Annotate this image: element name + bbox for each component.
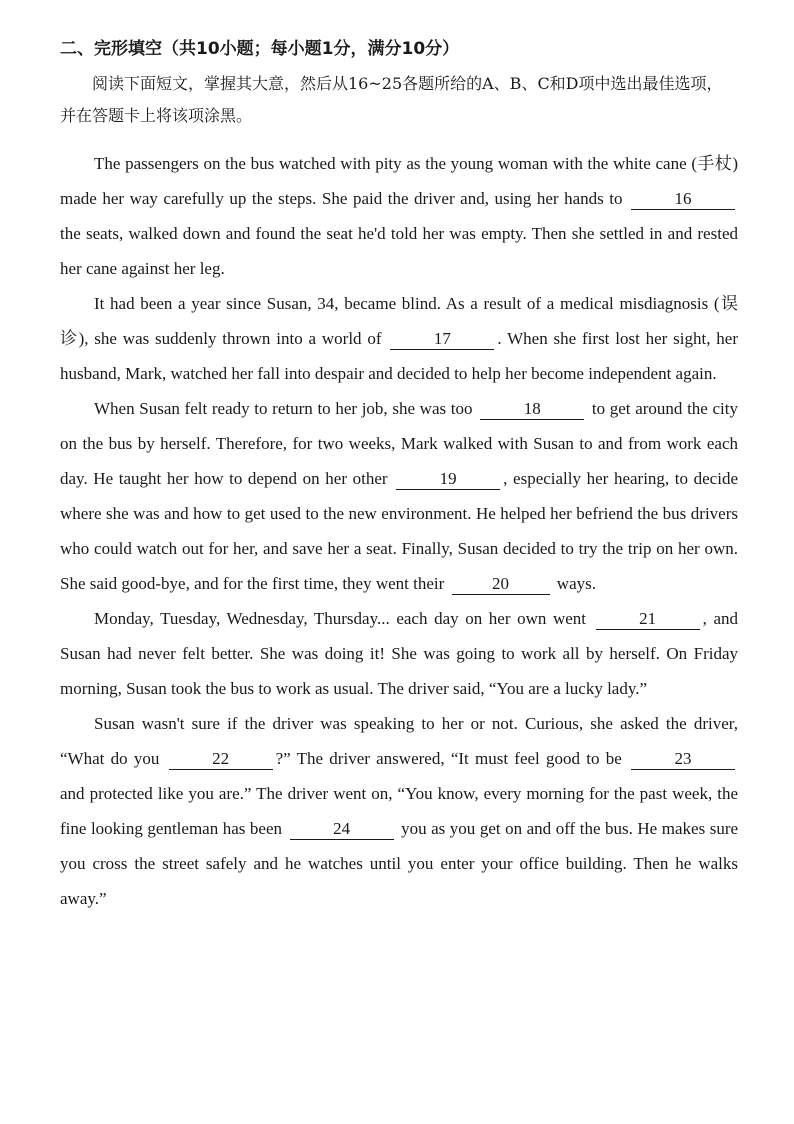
paragraph-text: ways. — [556, 574, 596, 593]
blank-21: 21 — [596, 609, 700, 630]
paragraph-text: the seats, walked down and found the seat he'd told her was empty. Then she settled in and rested her cane against her leg. — [60, 224, 738, 278]
passage-paragraph-1 — [60, 146, 738, 286]
passage-paragraph-2 — [60, 286, 738, 391]
blank-23: 23 — [631, 749, 735, 770]
blank-18: 18 — [480, 399, 584, 420]
passage-paragraph-3 — [60, 391, 738, 601]
paragraph-text: Monday, Tuesday, Wednesday, Thursday... each day on her own went — [94, 609, 587, 628]
section-title: 二、完形填空（共10小题；每小题1分，满分10分） — [60, 39, 460, 59]
paragraph-text: and protected like you are.” The driver went on, “You know, every morning for the past week, the fine looking gentleman has been — [60, 784, 738, 838]
blank-20: 20 — [452, 574, 550, 595]
paragraph-text: ?” The driver answered, “It must feel good to be — [275, 749, 622, 768]
cloze-passage — [60, 146, 738, 916]
paragraph-text: you as you get on and off the bus. He makes sure you cross the street safely and he watches until you enter your office building. Then he walks away.” — [60, 819, 739, 908]
blank-24: 24 — [290, 819, 394, 840]
paragraph-text: , especially her hearing, to decide where she was and how to get used to the new environment. He helped her befriend the bus drivers who could watch out for her, and save her a seat. Finally, Susan decided to try the trip on her own. She said good-bye, and for the first time, they went their — [60, 469, 738, 593]
paragraph-text: It had been a year since Susan, 34, became blind. As a result of a medical misdiagnosis (误诊), she was suddenly thrown into a world of — [60, 294, 738, 348]
blank-16: 16 — [631, 189, 735, 210]
paragraph-text: When Susan felt ready to return to her job, she was too — [94, 399, 473, 418]
blank-22: 22 — [169, 749, 273, 770]
paragraph-text: The passengers on the bus watched with pity as the young woman with the white cane (手杖) made her way carefully up the steps. She paid the driver and, using her hands to — [60, 154, 738, 208]
paragraph-text: . When she first lost her sight, her husband, Mark, watched her fall into despair and decided to help her become independent again. — [60, 329, 738, 383]
passage-paragraph-5 — [60, 706, 738, 916]
section-instructions: 阅读下面短文，掌握其大意，然后从16~25各题所给的A、B、C和D项中选出最佳选项，并在答题卡上将该项涂黑。 — [60, 74, 723, 125]
paragraph-text: , and Susan had never felt better. She was doing it! She was going to work all by herself. On Friday morning, Susan took the bus to work as usual. The driver said, “You are a lucky lady.” — [60, 609, 738, 698]
blank-19: 19 — [396, 469, 500, 490]
paragraph-text: Susan wasn't sure if the driver was speaking to her or not. Curious, she asked the driver, “What do you — [60, 714, 738, 768]
paragraph-text: to get around the city on the bus by herself. Therefore, for two weeks, Mark walked with Susan to and from work each day. He taught her how to depend on her other — [60, 399, 738, 488]
blank-17: 17 — [390, 329, 494, 350]
passage-paragraph-4 — [60, 601, 738, 706]
